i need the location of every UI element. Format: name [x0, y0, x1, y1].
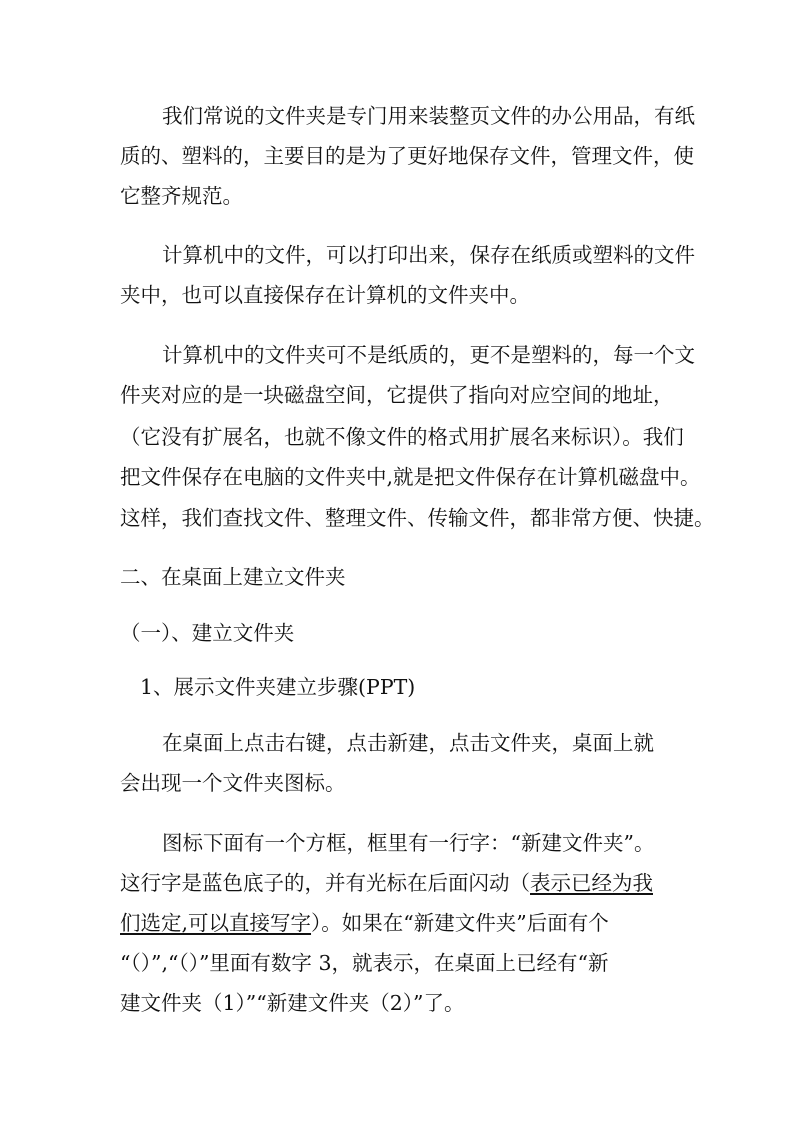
paragraph-2-line-1: 计算机中的文件，可以打印出来，保存在纸质或塑料的文件: [162, 243, 695, 267]
paragraph-1-line-2: 质的、塑料的，主要目的是为了更好地保存文件，管理文件，使: [120, 144, 694, 168]
paragraph-4-line-1: 在桌面上点击右键，点击新建，点击文件夹，桌面上就: [162, 731, 654, 755]
paragraph-3-line-2: 件夹对应的是一块磁盘空间，它提供了指向对应空间的地址，: [120, 383, 674, 407]
step-heading: 1、展示文件夹建立步骤(PPT): [140, 675, 416, 699]
paragraph-5-line-2: [120, 869, 794, 897]
paragraph-1-line-1: 我们常说的文件夹是专门用来装整页文件的办公用品，有纸: [162, 104, 695, 128]
paragraph-5-line-5: 建文件夹（1）”“新建文件夹（2）”了。: [120, 991, 465, 1015]
paragraph-3-line-5: 这样，我们查找文件、整理文件、传输文件，都非常方便、快捷。: [120, 506, 715, 530]
underlined-text: 表示已经为我: [530, 871, 653, 895]
paragraph-5-line-4: “（）”,“（）”里面有数字 3，就表示，在桌面上已经有“新: [120, 951, 609, 975]
subsection-heading: （一）、建立文件夹: [120, 621, 295, 645]
paragraph-5-line-3-text: ）。如果在“新建文件夹”后面有个: [311, 911, 609, 935]
paragraph-5-line-3: [120, 909, 794, 937]
paragraph-2-line-2: 夹中，也可以直接保存在计算机的文件夹中。: [120, 283, 530, 307]
paragraph-3-line-1: 计算机中的文件夹可不是纸质的，更不是塑料的，每一个文: [162, 343, 695, 367]
paragraph-1-line-3: 它整齐规范。: [120, 184, 243, 208]
paragraph-5-line-1: 图标下面有一个方框，框里有一行字：“新建文件夹”。: [162, 831, 655, 855]
paragraph-3-line-3: （它没有扩展名，也就不像文件的格式用扩展名来标识）。我们: [120, 425, 684, 449]
paragraph-3-line-4: 把文件保存在电脑的文件夹中,就是把文件保存在计算机磁盘中。: [120, 465, 701, 489]
underlined-text: 们选定,可以直接写字: [120, 911, 312, 935]
section-heading: 二、在桌面上建立文件夹: [120, 565, 346, 589]
paragraph-5-line-2-text: 这行字是蓝色底子的，并有光标在后面闪动（: [120, 871, 530, 895]
paragraph-4-line-2: 会出现一个文件夹图标。: [120, 771, 346, 795]
